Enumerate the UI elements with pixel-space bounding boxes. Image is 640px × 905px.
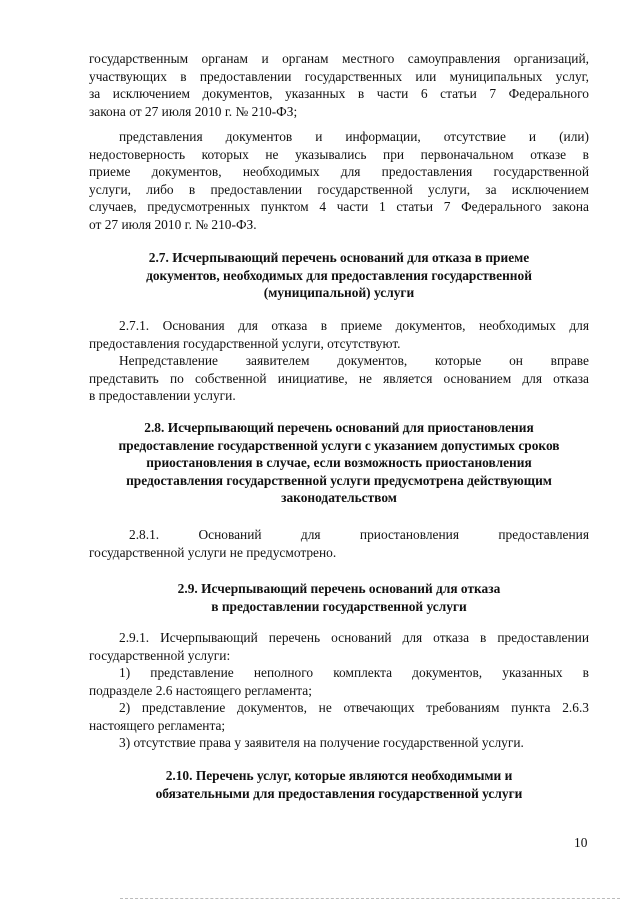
heading-line: приостановления в случае, если возможность приостановления (146, 455, 532, 470)
text-line: за исключением документов, указанных в части 6 статьи 7 Федерального (89, 86, 589, 101)
section-heading-2-10 (89, 767, 589, 802)
text-line: недостоверность которых не указывались при первоначальном отказе в (89, 146, 589, 162)
section-heading-2-9 (89, 580, 589, 615)
heading-line: законодательством (281, 490, 397, 505)
list-item: 3) отсутствие права у заявителя на получение государственной услуги. (119, 735, 524, 750)
heading-line: 2.7. Исчерпывающий перечень оснований для отказа в приеме (148, 250, 530, 265)
page-number: 10 (574, 835, 588, 850)
text-line: закона от 27 июля 2010 г. № 210-ФЗ; (89, 103, 298, 119)
paragraph-2-9-1 (89, 629, 589, 752)
list-item: 1) представление неполного комплекта документов, указанных в (119, 665, 589, 680)
text-line: представления документов и информации, отсутствие и (или) (119, 129, 589, 144)
heading-line: (муниципальной) услуги (263, 285, 415, 300)
heading-line: документов, необходимых для предоставления государственной (146, 267, 532, 283)
paragraph-continuation (89, 50, 589, 120)
text-line: государственной услуги: (89, 647, 231, 663)
list-item: подразделе 2.6 настоящего регламента; (89, 682, 312, 698)
text-line: приеме документов, необходимых для предоставления государственной (89, 164, 589, 179)
section-heading-2-8 (89, 419, 589, 507)
heading-line: 2.9. Исчерпывающий перечень оснований для отказа (177, 581, 501, 596)
text-line: Непредставление заявителем документов, которые он вправе (119, 353, 589, 368)
text-line: 2.9.1. Исчерпывающий перечень оснований для отказа в предоставлении (119, 630, 589, 645)
paragraph-documents (89, 128, 589, 233)
text-line: представить по собственной инициативе, не является основанием для отказа (89, 370, 589, 386)
text-line: случаев, предусмотренных пунктом 4 части 1 статьи 7 Федерального закона (89, 199, 589, 214)
text-line: государственным органам и органам местного самоуправления организаций, (89, 51, 589, 66)
text-line: от 27 июля 2010 г. № 210-ФЗ. (89, 216, 257, 232)
heading-line: 2.10. Перечень услуг, которые являются необходимыми и (165, 768, 513, 783)
text-line: участвующих в предоставлении государственных или муниципальных услуг, (89, 68, 589, 84)
heading-line: в предоставлении государственной услуги (211, 598, 467, 614)
section-heading-2-7 (89, 249, 589, 302)
list-item: настоящего регламента; (89, 717, 226, 733)
heading-line: предоставления государственной услуги предусмотрена действующим (126, 472, 552, 488)
heading-line: обязательными для предоставления государственной услуги (155, 785, 523, 801)
text-line: в предоставлении услуги. (89, 388, 236, 403)
text-line: предоставления государственной услуги, отсутствуют. (89, 335, 401, 351)
list-item: 2) представление документов, не отвечающих требованиям пункта 2.6.3 (119, 700, 589, 715)
heading-line: 2.8. Исчерпывающий перечень оснований для приостановления (144, 420, 534, 435)
text-line: государственной услуги не предусмотрено. (89, 544, 337, 560)
text-line: услуги, либо в предоставлении государственной услуги, за исключением (89, 181, 589, 197)
text-line: 2.7.1. Основания для отказа в приеме документов, необходимых для (119, 318, 589, 333)
heading-line: предоставление государственной услуги с указанием допустимых сроков (118, 437, 560, 453)
text-line: 2.8.1. Оснований для приостановления предоставления (129, 527, 589, 542)
paragraph-2-8-1 (89, 526, 589, 561)
scan-edge-divider (120, 898, 620, 899)
paragraph-2-7-1 (89, 317, 589, 405)
